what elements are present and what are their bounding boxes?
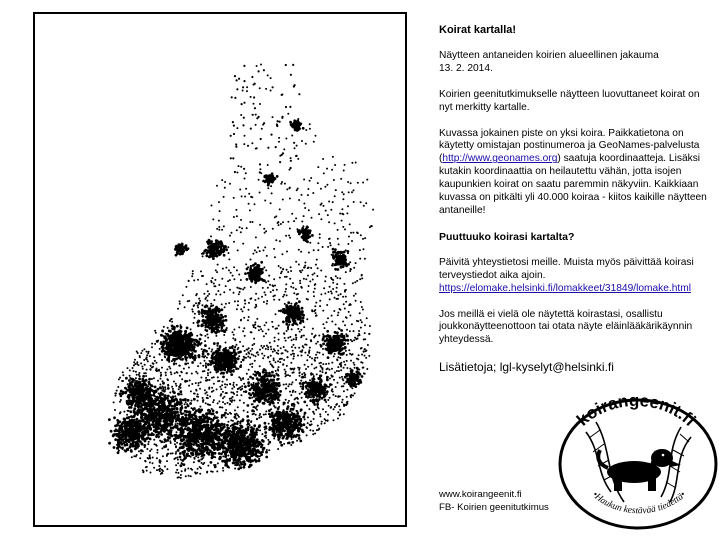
question-heading: Puuttuuko koirasi kartalta? xyxy=(439,230,575,243)
koirangeenit-logo xyxy=(556,392,720,532)
info-panel xyxy=(439,24,715,387)
paragraph-3-text: Päivitä yhteystietosi meille. Muista myös päivittää koirasi terveystiedot aika ajoin. xyxy=(439,256,694,281)
intro-date: 13. 2. 2014. xyxy=(439,62,493,74)
website-text: www.koirangeenit.fi xyxy=(439,489,522,500)
paragraph-2 xyxy=(439,128,715,218)
paragraph-2-start: Kuvassa jokainen piste on yksi koira. Paikkatietona on käytetty omistajan postinumeroa ja GeoNames-palvelusta ( xyxy=(439,127,700,165)
contact-info: Lisätietoja; lgl-kyselyt@helsinki.fi xyxy=(439,360,614,375)
paragraph-1: Koirien geenitutkimukselle näytteen luovuttaneet koirat on nyt merkitty kartalle. xyxy=(439,88,700,113)
paragraph-4: Jos meillä ei vielä ole näytettä koirastasi, osallistu joukkonäytteenottoon tai otata näyte eläinlääkärikäynnin yhteydessä. xyxy=(439,308,693,346)
logo-bottom-text: •Haukun kestävää tiedettä• xyxy=(589,490,689,517)
intro-line-1: Näytteen antaneiden koirien alueellinen jakauma xyxy=(439,49,659,61)
dog-distribution-map xyxy=(33,12,407,527)
intro-text xyxy=(439,50,715,76)
footer xyxy=(439,489,549,514)
facebook-text: FB- Koirien geenitutkimus xyxy=(439,501,549,513)
logo-top-text: koirangeenit.fi xyxy=(573,392,700,430)
finland-dot-map xyxy=(35,14,405,525)
paragraph-3 xyxy=(439,257,715,296)
geonames-link[interactable]: http://www.geonames.org xyxy=(442,153,558,165)
paragraph-2-end: ) saatuja koordinaatteja. Lisäksi kutakin koordinaattia on heilautettu vähän, jotta isojen kaupunkien koirat on saatu paremmin näkyviin. Kaikkiaan kuvassa on pitkälti yli 40.000 koiraa - kiitos kaikille näytteen antaneille! xyxy=(439,153,707,216)
form-link[interactable]: https://elomake.helsinki.fi/lomakkeet/31849/lomake.html xyxy=(439,282,691,294)
page-title: Koirat kartalla! xyxy=(439,24,517,36)
